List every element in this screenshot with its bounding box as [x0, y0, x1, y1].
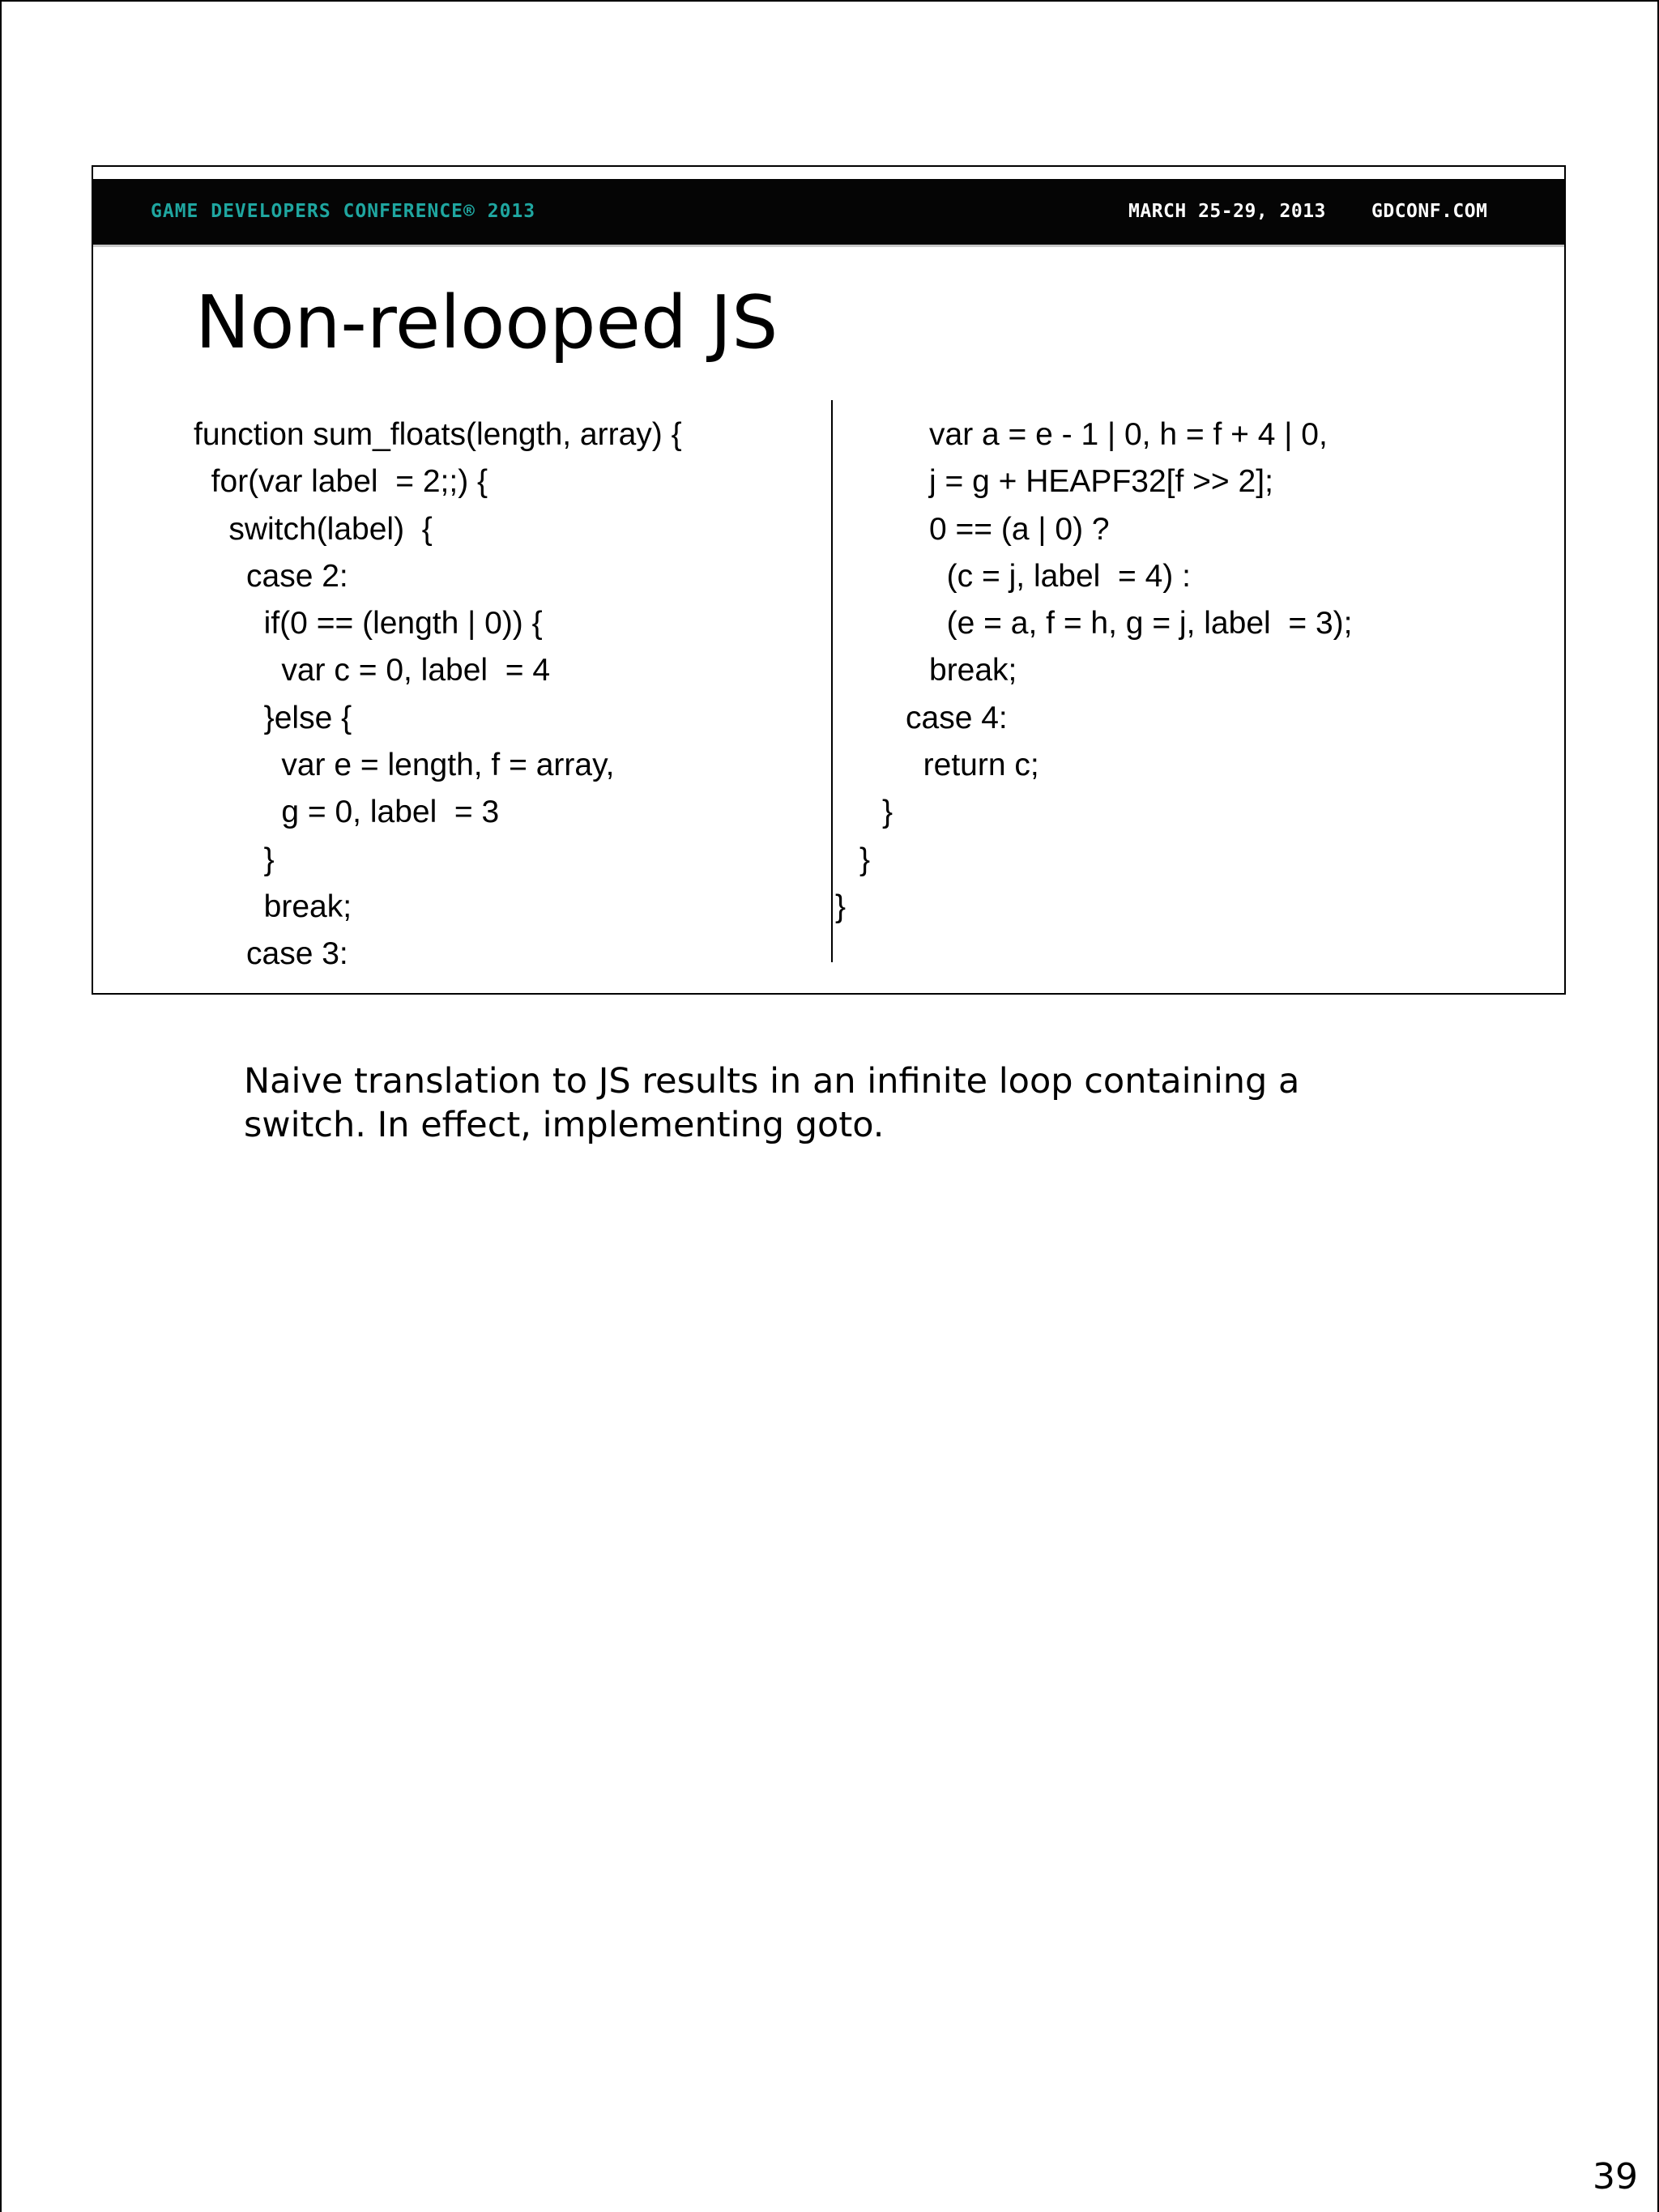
slide-header-bar	[93, 179, 1564, 247]
code-line: function sum_floats(length, array) {	[194, 417, 682, 452]
code-line: }	[835, 889, 847, 924]
code-line: break;	[929, 653, 1017, 688]
code-column-divider	[831, 400, 833, 962]
code-line: var c = 0, label = 4	[194, 653, 551, 688]
page-number: 39	[1593, 2156, 1638, 2197]
code-line: switch(label) {	[194, 511, 433, 547]
code-line: }else {	[194, 700, 352, 735]
caption-line: switch. In effect, implementing goto.	[244, 1105, 885, 1145]
code-line: return c;	[906, 748, 1039, 783]
code-line: var e = length, f = array,	[194, 748, 615, 783]
conference-name: GAME DEVELOPERS CONFERENCE® 2013	[151, 201, 536, 222]
code-block-left	[194, 411, 682, 978]
code-block-right	[835, 411, 1353, 931]
code-line: }	[882, 795, 893, 830]
slide-title: Non-relooped JS	[195, 280, 778, 365]
code-line: break;	[194, 889, 352, 924]
code-line: }	[859, 842, 871, 877]
code-line: (e = a, f = h, g = j, label = 3);	[929, 606, 1353, 641]
slide	[92, 165, 1566, 995]
code-line: if(0 == (length | 0)) {	[194, 606, 543, 641]
caption-line: Naive translation to JS results in an infinite loop containing a	[244, 1061, 1300, 1102]
code-line: }	[194, 842, 275, 877]
code-line: g = 0, label = 3	[194, 795, 500, 830]
code-line: case 2:	[194, 558, 348, 594]
code-line: case 3:	[194, 936, 348, 972]
code-line: case 4:	[906, 700, 1008, 735]
slide-caption	[244, 1059, 1459, 1147]
code-line: for(var label = 2;;) {	[194, 464, 488, 500]
conference-site: GDCONF.COM	[1371, 201, 1488, 222]
code-line: 0 == (a | 0) ?	[929, 511, 1110, 547]
code-line: (c = j, label = 4) :	[929, 558, 1191, 594]
conference-dates: MARCH 25-29, 2013	[1128, 201, 1326, 222]
code-line: var a = e - 1 | 0, h = f + 4 | 0,	[929, 417, 1328, 452]
code-line: j = g + HEAPF32[f >> 2];	[929, 464, 1273, 500]
